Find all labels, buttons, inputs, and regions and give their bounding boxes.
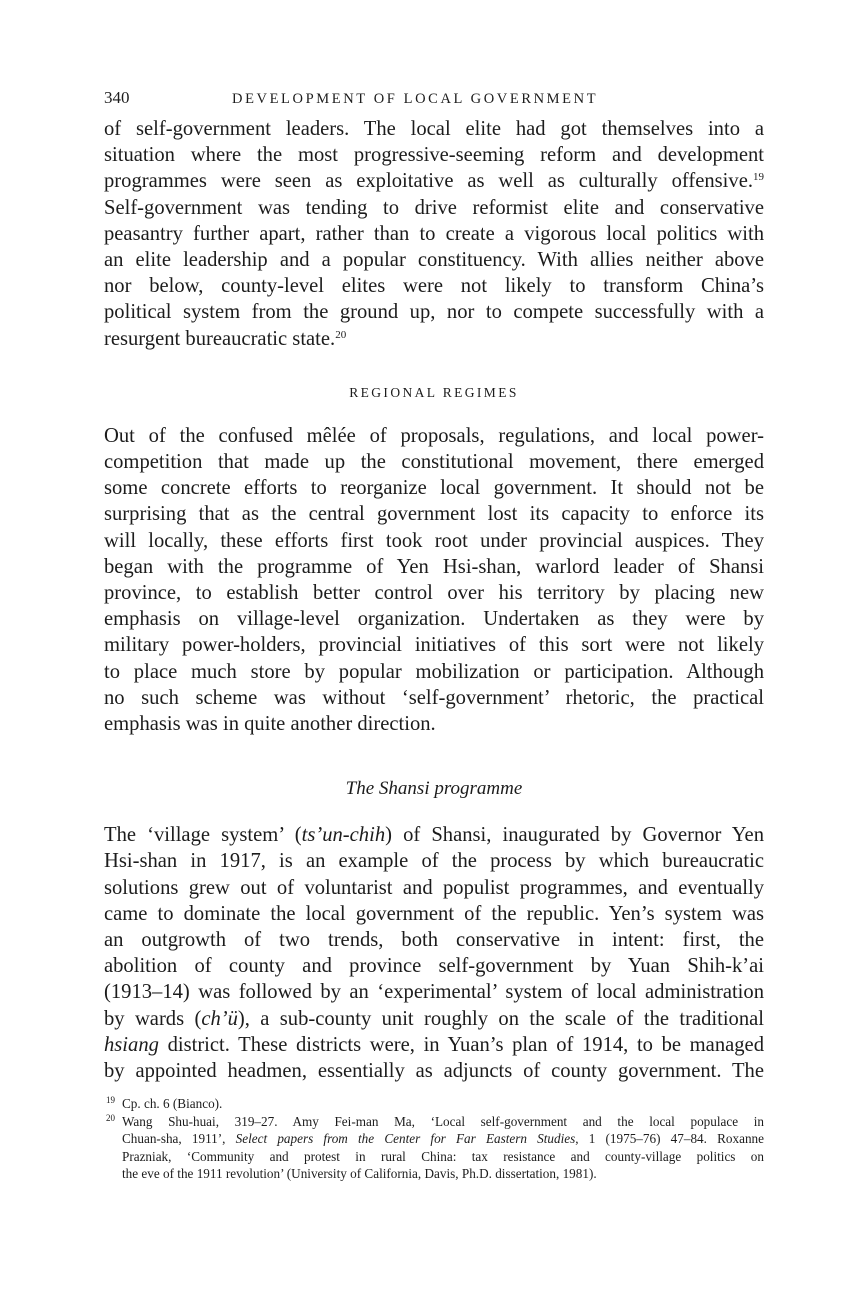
running-title: DEVELOPMENT OF LOCAL GOVERNMENT (232, 91, 599, 107)
text-line: (1913–14) was followed by an ‘experimental’ system of local administration (104, 981, 764, 1004)
text-line: peasantry further apart, rather than to create a vigorous local politics with (104, 222, 764, 245)
footnote-text: the eve of the 1911 revolution’ (University of California, Davis, Ph.D. dissertation, 1981). (122, 1166, 597, 1182)
footnote-19 (104, 1095, 764, 1113)
text-line: Out of the confused mêlée of proposals, regulations, and local power- (104, 424, 764, 447)
footnote-text: Cp. ch. 6 (Bianco). (122, 1096, 223, 1112)
text-line: an elite leadership and a popular constituency. With allies neither above (104, 249, 764, 272)
footnote-20 (104, 1113, 764, 1183)
text-line: nor below, county-level elites were not likely to transform China’s (104, 275, 764, 298)
text-line: hsiang district. These districts were, in Yuan’s plan of 1914, to be managed (104, 1033, 764, 1056)
text-line: political system from the ground up, nor to compete successfully with a (104, 301, 764, 324)
paragraph-1 (104, 116, 764, 352)
text-line: competition that made up the constitutional movement, there emerged (104, 451, 764, 474)
text-line: to place much store by popular mobilization or participation. Although (104, 660, 764, 683)
subsection-heading: The Shansi programme (345, 778, 523, 800)
text-line: some concrete efforts to reorganize local government. It should not be (104, 477, 764, 500)
text-line: began with the programme of Yen Hsi-shan, warlord leader of Shansi (104, 555, 764, 578)
footnote-text: Prazniak, ‘Community and protest in rural China: tax resistance and county-village politics on (122, 1148, 764, 1164)
text-line: resurgent bureaucratic state.$^{20}$ (104, 327, 347, 350)
text-line: emphasis on village-level organization. Undertaken as they were by (104, 608, 764, 631)
text-line: surprising that as the central government lost its capacity to enforce its (104, 503, 764, 526)
text-line: came to dominate the local government of the republic. Yen’s system was (104, 902, 764, 925)
text-line: solutions grew out of voluntarist and populist programmes, and eventually (104, 876, 764, 899)
section-heading: REGIONAL REGIMES (349, 384, 519, 400)
text-line: of self-government leaders. The local elite had got themselves into a (104, 118, 764, 140)
text-line: military power-holders, provincial initiatives of this sort were not likely (104, 634, 764, 657)
text-line: situation where the most progressive-seeming reform and development (104, 144, 764, 167)
text-line: no such scheme was without ‘self-government’ rhetoric, the practical (104, 686, 764, 709)
footnote-number: 19 (106, 1095, 115, 1106)
text-line: an outgrowth of two trends, both conservative in intent: first, the (104, 929, 764, 952)
text-line: programmes were seen as exploitative as well as culturally offensive.$^{19}$ (104, 170, 764, 193)
footnote-ref-20[interactable]: 20 (335, 328, 347, 341)
text-line: by appointed headmen, essentially as adjuncts of county government. The (104, 1060, 764, 1083)
book-page (104, 88, 764, 1183)
footnotes (104, 1095, 764, 1183)
text-line: will locally, these efforts first took root under provincial auspices. They (104, 529, 764, 552)
text-line: abolition of county and province self-government by Yuan Shih-k’ai (104, 955, 764, 978)
paragraph-2 (104, 423, 764, 737)
paragraph-3 (104, 822, 764, 1084)
page-number: 340 (104, 88, 130, 107)
running-head (104, 88, 764, 112)
footnote-number: 20 (106, 1112, 115, 1123)
text-line: Self-government was tending to drive reformist elite and conservative (104, 196, 764, 219)
text-line: emphasis was in quite another direction. (104, 713, 436, 736)
text-line: Hsi-shan in 1917, is an example of the process by which bureaucratic (104, 850, 764, 873)
text-line: province, to establish better control over his territory by placing new (104, 582, 764, 605)
text-line: The ‘village system’ (ts’un-chih) of Shansi, inaugurated by Governor Yen (104, 824, 764, 847)
footnote-text: Wang Shu-huai, 319–27. Amy Fei-man Ma, ‘Local self-government and the local populace in (122, 1113, 764, 1129)
text-line: by wards (ch’ü), a sub-county unit roughly on the scale of the traditional (104, 1007, 764, 1030)
footnote-text: Chuan-sha, 1911’, Select papers from the Center for Far Eastern Studies, 1 (1975–76) 47–84. Roxanne (122, 1131, 764, 1147)
footnote-ref-19[interactable]: 19 (753, 171, 764, 184)
